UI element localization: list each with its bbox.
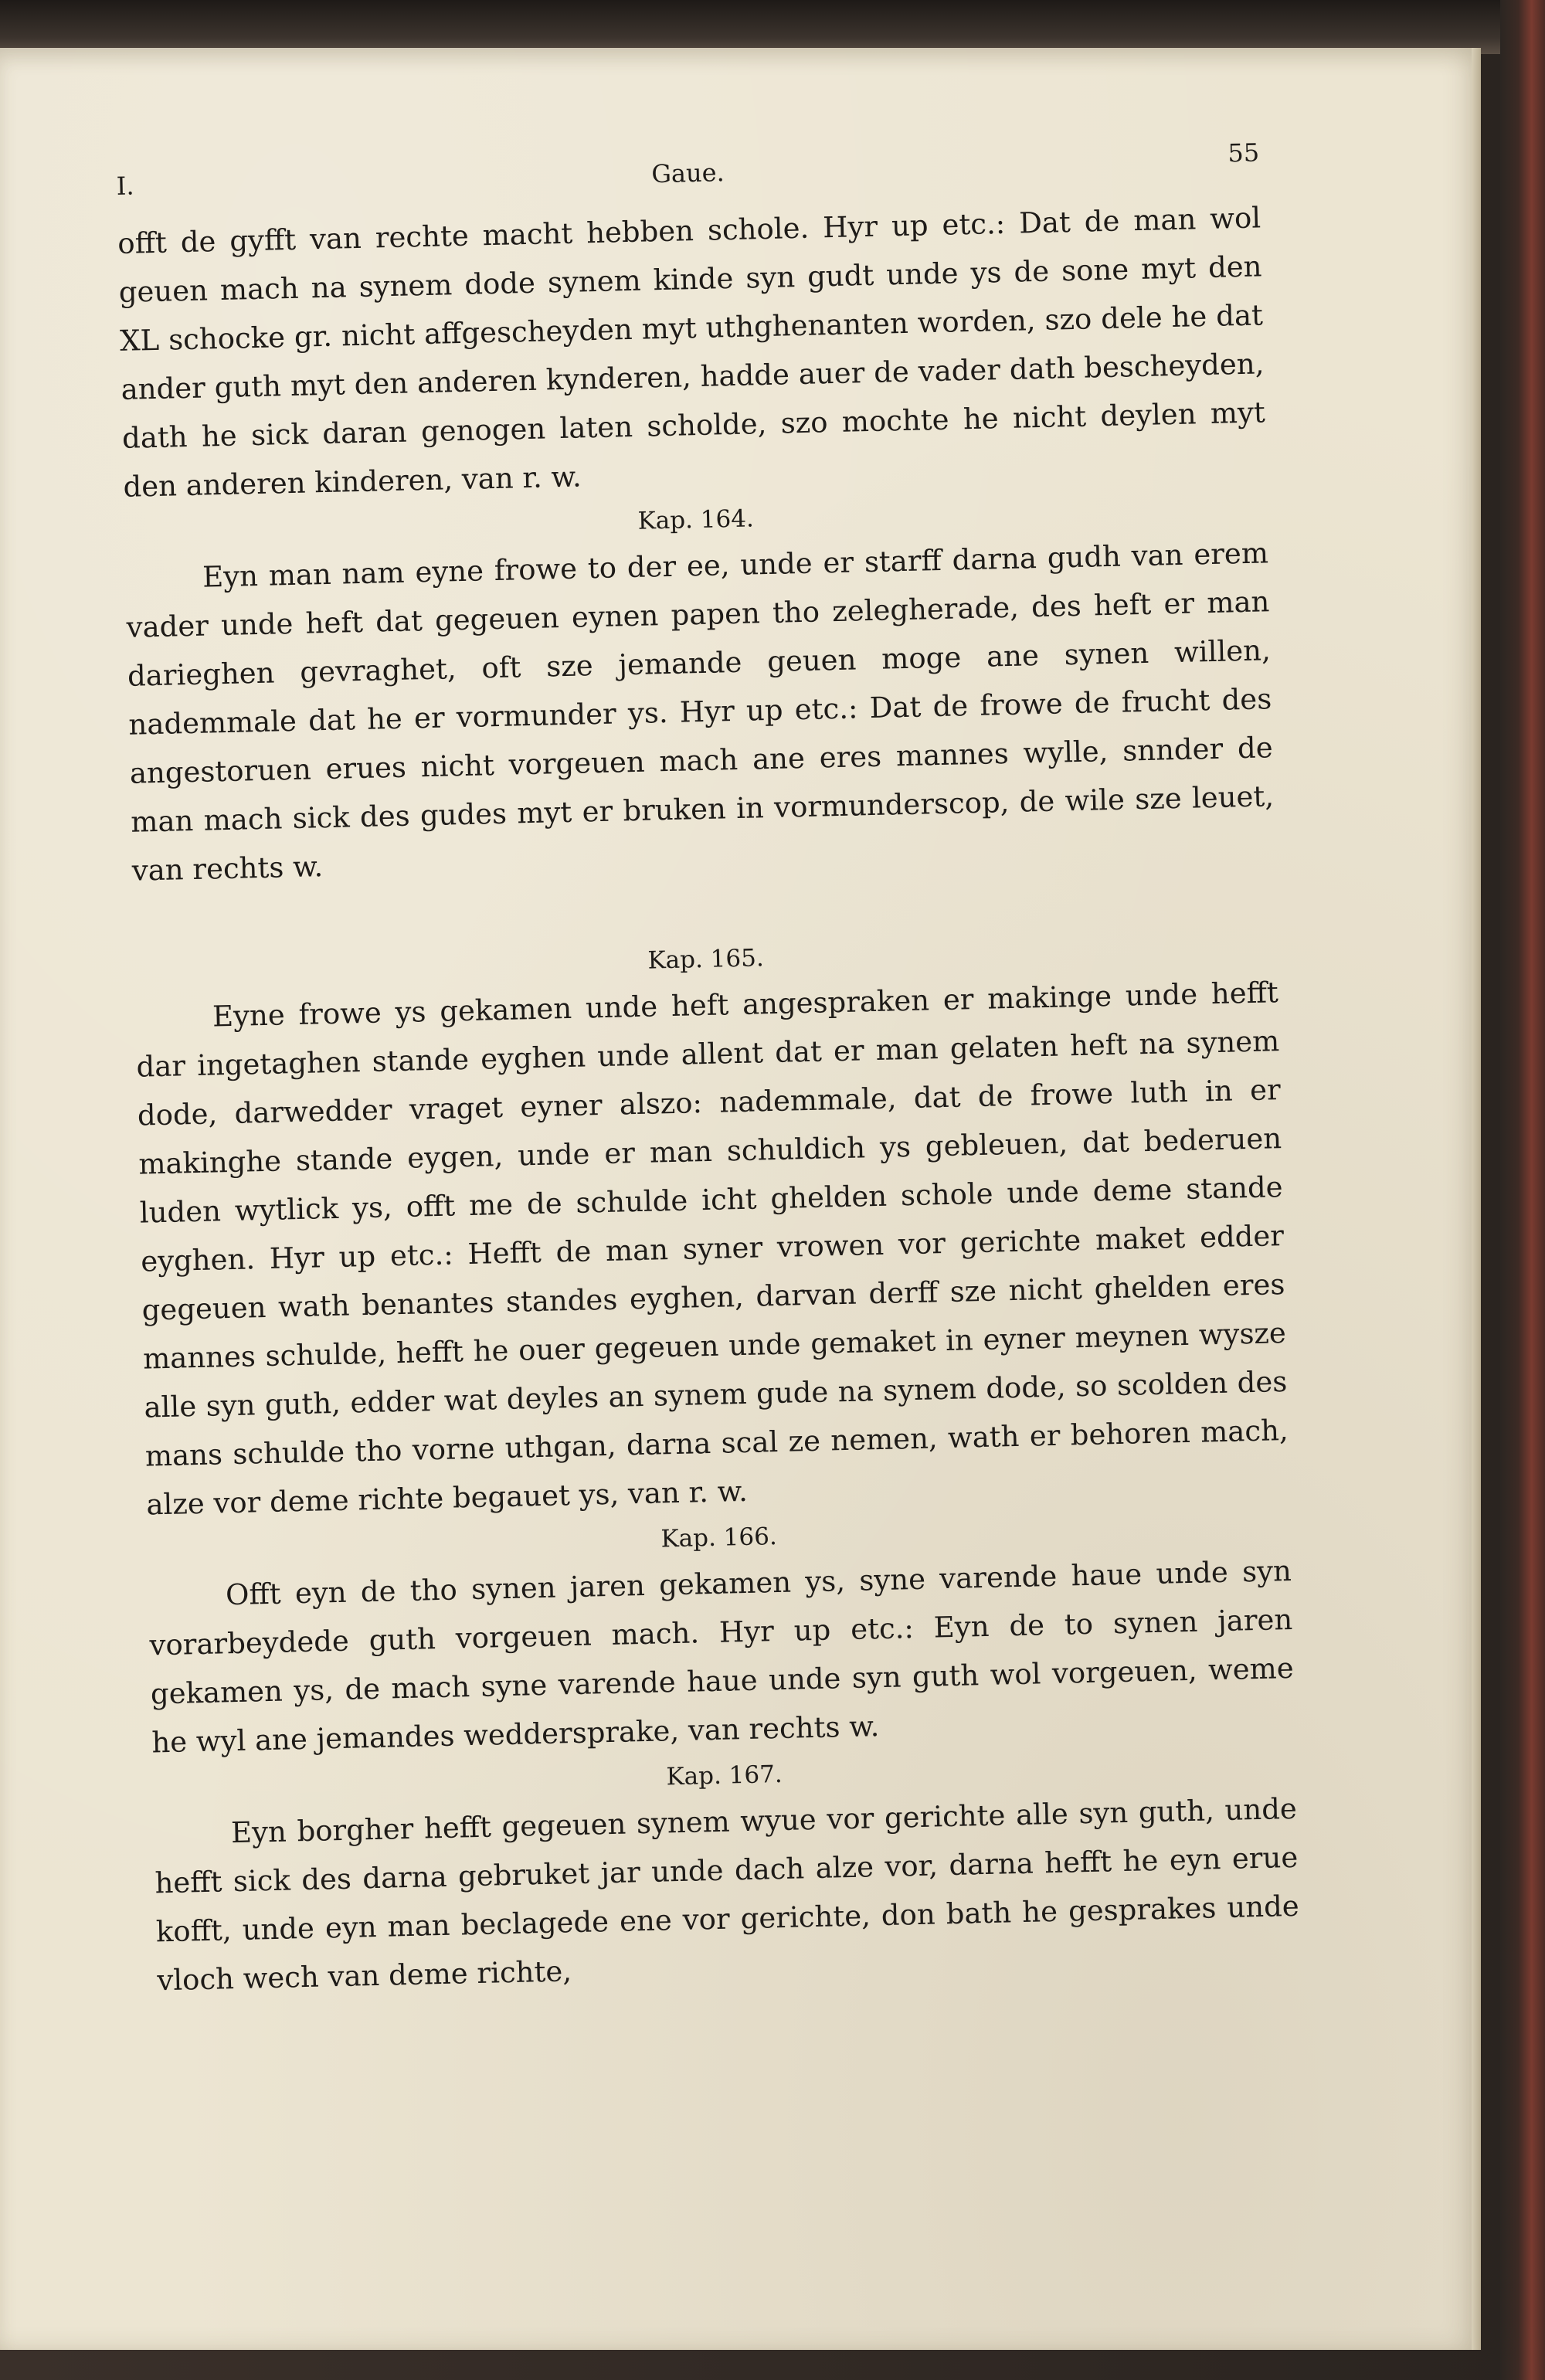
kap-167-paragraph: Eyn borgher hefft gegeuen synem wyue vor gerichte alle syn guth, unde hefft sick des darna gebruket jar unde dach alze vor, darna hefft he eyn erue kofft, unde eyn man beclagede ene vor gerichte, don bath he gesprakes unde vloch wech van deme richte,	[154, 1791, 1300, 1998]
kap-165-heading: Kap. 165.	[647, 944, 765, 975]
running-title: Gaue.	[650, 158, 725, 189]
page-edge	[1472, 48, 1481, 2350]
page-number: 55	[1227, 138, 1260, 168]
kap-166-paragraph: Offt eyn de tho synen jaren gekamen ys, syne varende haue unde syn vorarbeydede guth vorgeuen mach. Hyr up etc.: Eyn de to synen jaren gekamen ys, de mach syne varende haue unde syn guth wol vorgeuen, weme he wyl ane jemandes weddersprake, van rechts w.	[149, 1553, 1295, 1760]
kap-164-paragraph: Eyn man nam eyne frowe to der ee, unde er starff darna gudh van erem vader unde heft dat gegeuen eynen papen tho zelegherade, des heft er man darieghen gevraghet, oft sze jemande geuen moge ane synen willen, nademmale dat he er vormunder ys. Hyr up etc.: Dat de frowe de frucht des angestoruen erues nicht vorgeuen mach ane eres mannes wylle, snnder de man mach sick des gudes myt er bruken in vormunderscop, de wile sze leuet, van rechts w.	[126, 536, 1275, 888]
kap-164-heading: Kap. 164.	[637, 504, 755, 535]
kap-166-heading: Kap. 166.	[660, 1523, 778, 1553]
kap-165-paragraph: Eyne frowe ys gekamen unde heft angespraken er makinge unde hefft dar ingetaghen stande eyghen unde allent dat er man gelaten heft na synem dode, darwedder vraget eyner alszo: nademmale, dat de frowe luth in er makinghe stande eygen, unde er man schuldich ys gebleuen, dat bederuen luden wytlick ys, offt me de schulde icht ghelden schole unde deme stande eyghen. Hyr up etc.: Hefft de man syner vrowen vor gerichte maket edder gegeuen wath benantes standes eyghen, darvan derff sze nicht ghelden eres mannes schulde, hefft he ouer gegeuen unde gemaket in eyner meynen wysze alle syn guth, edder wat deyles an synem gude na synem dode, so scolden des mans schulde tho vorne uthgan, darna scal ze nemen, wath er behoren mach, alze vor deme richte begauet ys, van r. w.	[136, 976, 1289, 1522]
book-binding-right	[1500, 0, 1545, 2380]
page-text	[116, 136, 1301, 2005]
section-number: I.	[116, 171, 134, 201]
kap-167-heading: Kap. 167.	[666, 1760, 783, 1791]
book-binding-top	[0, 0, 1545, 54]
opening-paragraph: offt de gyfft van rechte macht hebben schole. Hyr up etc.: Dat de man wol geuen mach na synem dode synem kinde syn gudt unde ys de sone myt den XL schocke gr. nicht affgescheyden myt uthghenanten worden, szo dele he dat ander guth myt den anderen kynderen, hadde auer de vader dath bescheyden, dath he sick daran genogen laten scholde, szo mochte he nicht deylen myt den anderen kinderen, van r. w.	[117, 201, 1266, 504]
